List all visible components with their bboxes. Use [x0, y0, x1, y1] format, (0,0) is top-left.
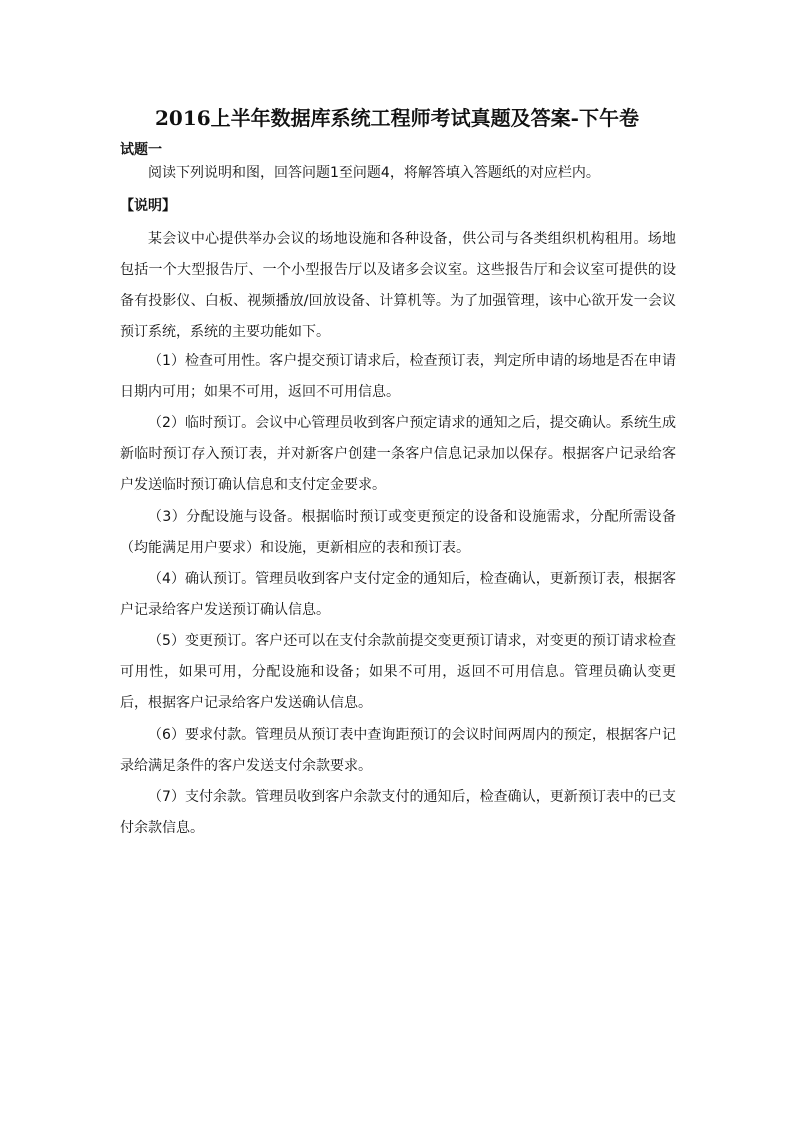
list-item-1: （1）检查可用性。客户提交预订请求后，检查预订表，判定所申请的场地是否在申请日期内可用；如果不可用，返回不可用信息。 — [120, 353, 676, 400]
list-item-7: （7）支付余款。管理员收到客户余款支付的通知后，检查确认，更新预订表中的已支付余款信息。 — [120, 789, 676, 836]
document-title: 2016上半年数据库系统工程师考试真题及答案-下午卷 — [155, 106, 639, 130]
section-heading: 试题一 — [120, 142, 162, 158]
list-item-5: （5）变更预订。客户还可以在支付余款前提交变更预订请求，对变更的预订请求检查可用性，如果可用，分配设施和设备；如果不可用，返回不可用信息。管理员确认变更后，根据客户记录给客户发送确认信息。 — [120, 633, 676, 711]
explanation-label: 【说明】 — [120, 198, 176, 214]
list-item-6: （6）要求付款。管理员从预订表中查询距预订的会议时间两周内的预定，根据客户记录给满足条件的客户发送支付余款要求。 — [120, 727, 676, 774]
list-item-2: （2）临时预订。会议中心管理员收到客户预定请求的通知之后，提交确认。系统生成新临时预订存入预订表，并对新客户创建一条客户信息记录加以保存。根据客户记录给客户发送临时预订确认信息和支付定金要求。 — [120, 415, 676, 493]
list-item-3: （3）分配设施与设备。根据临时预订或变更预定的设备和设施需求，分配所需设备（均能满足用户要求）和设施，更新相应的表和预订表。 — [120, 509, 676, 556]
list-item-4: （4）确认预订。管理员收到客户支付定金的通知后，检查确认，更新预订表，根据客户记录给客户发送预订确认信息。 — [120, 571, 676, 618]
instruction-text: 阅读下列说明和图，回答问题1至问题4，将解答填入答题纸的对应栏内。 — [148, 165, 600, 181]
intro-paragraph: 某会议中心提供举办会议的场地设施和各种设备，供公司与各类组织机构租用。场地包括一个大型报告厅、一个小型报告厅以及诸多会议室。这些报告厅和会议室可提供的设备有投影仪、白板、视频播放/回放设备、计算机等。为了加强管理，该中心欲开发一会议预订系统，系统的主要功能如下。 — [120, 231, 676, 340]
